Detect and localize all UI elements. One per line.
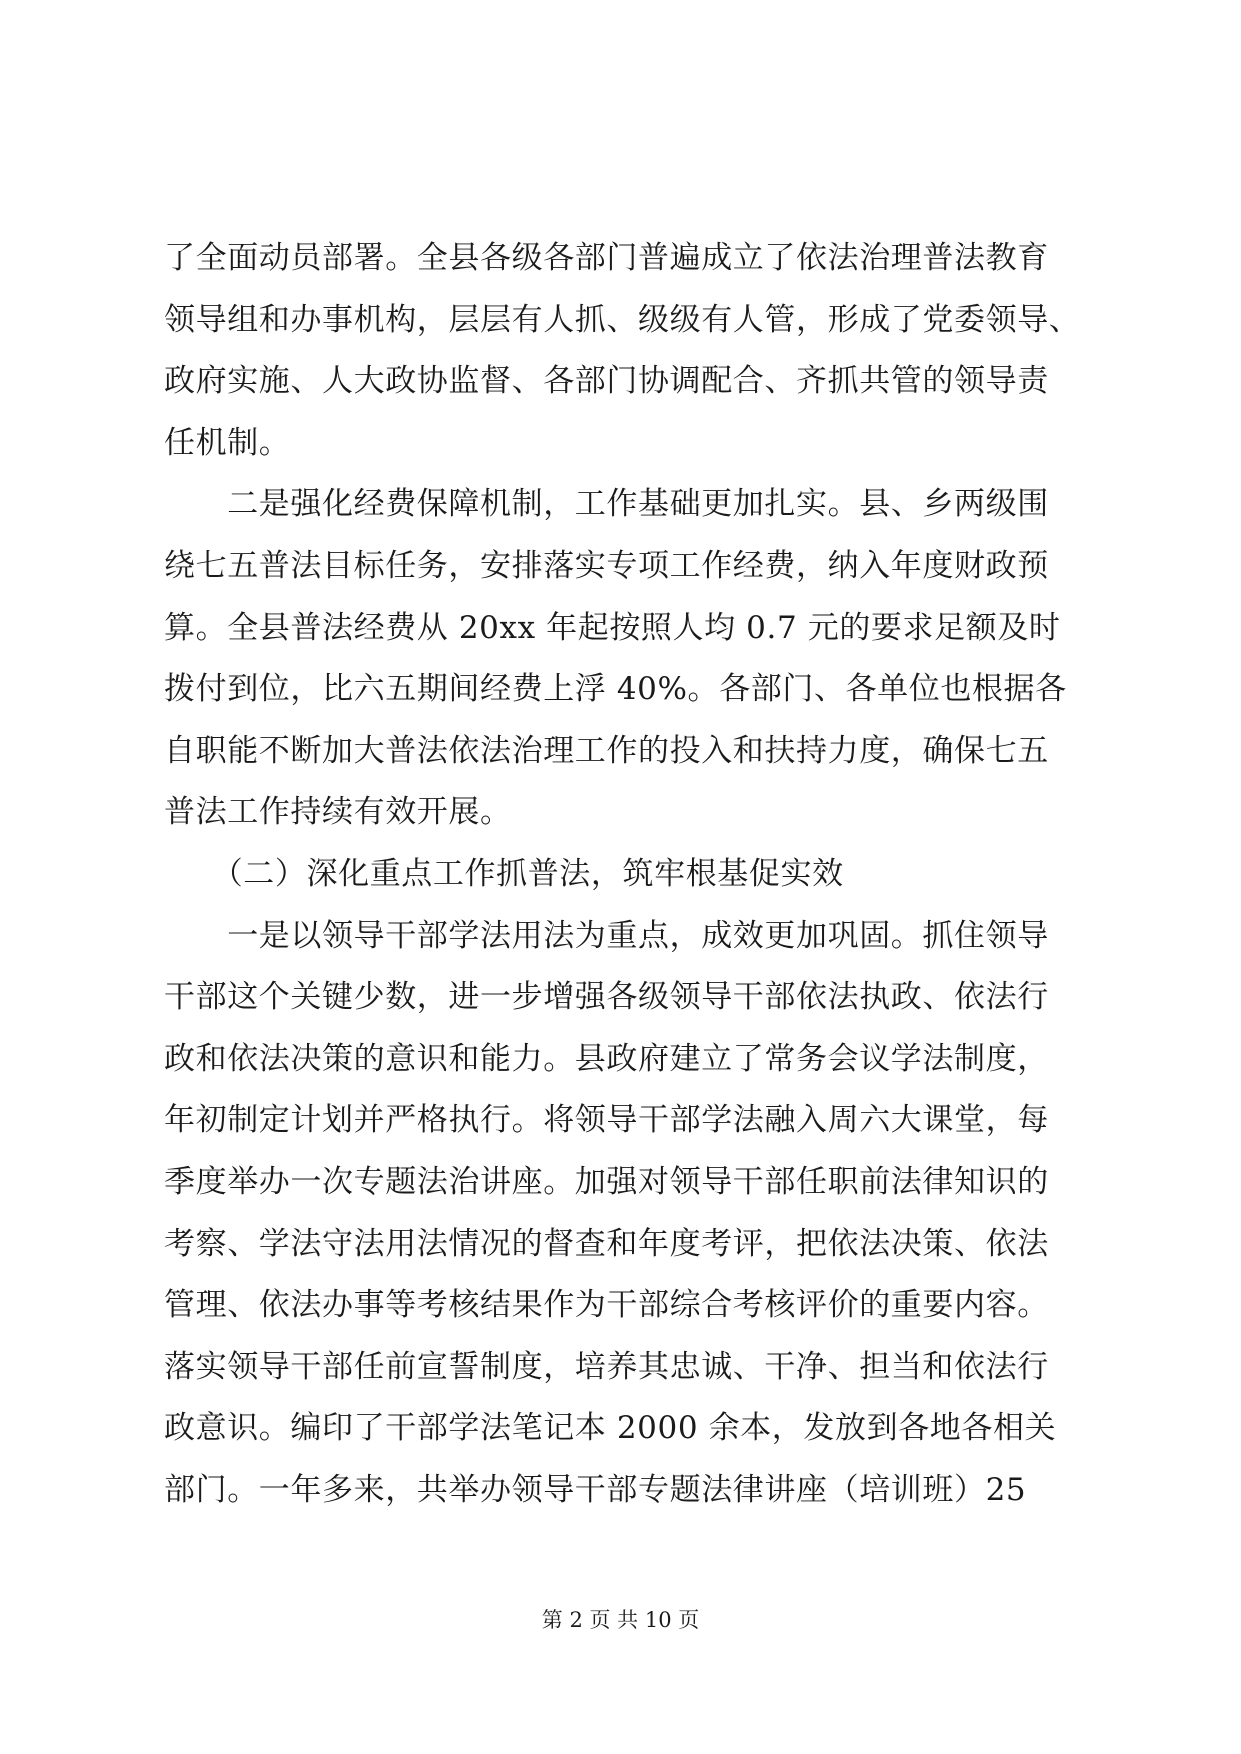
page-footer — [0, 1606, 1241, 1634]
text-line: 部门。一年多来，共举办领导干部专题法律讲座（培训班）25 — [164, 1471, 1027, 1508]
text-line: 任机制。 — [164, 424, 291, 461]
text-line: 落实领导干部任前宣誓制度，培养其忠诚、干净、担当和依法行 — [164, 1348, 1049, 1385]
text-line: 绕七五普法目标任务，安排落实专项工作经费，纳入年度财政预 — [164, 547, 1049, 584]
text-line: 年初制定计划并严格执行。将领导干部学法融入周六大课堂，每 — [164, 1102, 1049, 1139]
body-text — [164, 228, 1084, 1521]
text-line: 管理、依法办事等考核结果作为干部综合考核评价的重要内容。 — [164, 1287, 1049, 1324]
text-line: 政府实施、人大政协监督、各部门协调配合、齐抓共管的领导责 — [164, 363, 1049, 400]
text-line: 了全面动员部署。全县各级各部门普遍成立了依法治理普法教育 — [164, 240, 1049, 276]
text-line: 一是以领导干部学法用法为重点，成效更加巩固。抓住领导 — [164, 917, 1049, 954]
text-line: 领导组和办事机构，层层有人抓、级级有人管，形成了党委领导、 — [164, 301, 1081, 338]
text-line: 政意识。编印了干部学法笔记本 2000 余本，发放到各地各相关 — [164, 1410, 1057, 1447]
text-line: 政和依法决策的意识和能力。县政府建立了常务会议学法制度， — [164, 1040, 1049, 1077]
text-line: 普法工作持续有效开展。 — [164, 794, 512, 831]
section-heading: （二）深化重点工作抓普法，筑牢根基促实效 — [164, 855, 844, 892]
text-line: 自职能不断加大普法依法治理工作的投入和扶持力度，确保七五 — [164, 732, 1049, 769]
text-line: 算。全县普法经费从 20xx 年起按照人均 0.7 元的要求足额及时 — [164, 609, 1061, 646]
text-line: 二是强化经费保障机制，工作基础更加扎实。县、乡两级围 — [164, 486, 1049, 523]
text-line: 拨付到位，比六五期间经费上浮 40%。各部门、各单位也根据各 — [164, 671, 1067, 708]
text-line: 干部这个关键少数，进一步增强各级领导干部依法执政、依法行 — [164, 979, 1049, 1016]
text-line: 季度举办一次专题法治讲座。加强对领导干部任职前法律知识的 — [164, 1163, 1049, 1200]
text-line: 考察、学法守法用法情况的督查和年度考评，把依法决策、依法 — [164, 1225, 1049, 1262]
page-number: 第 2 页 共 10 页 — [541, 1608, 700, 1632]
